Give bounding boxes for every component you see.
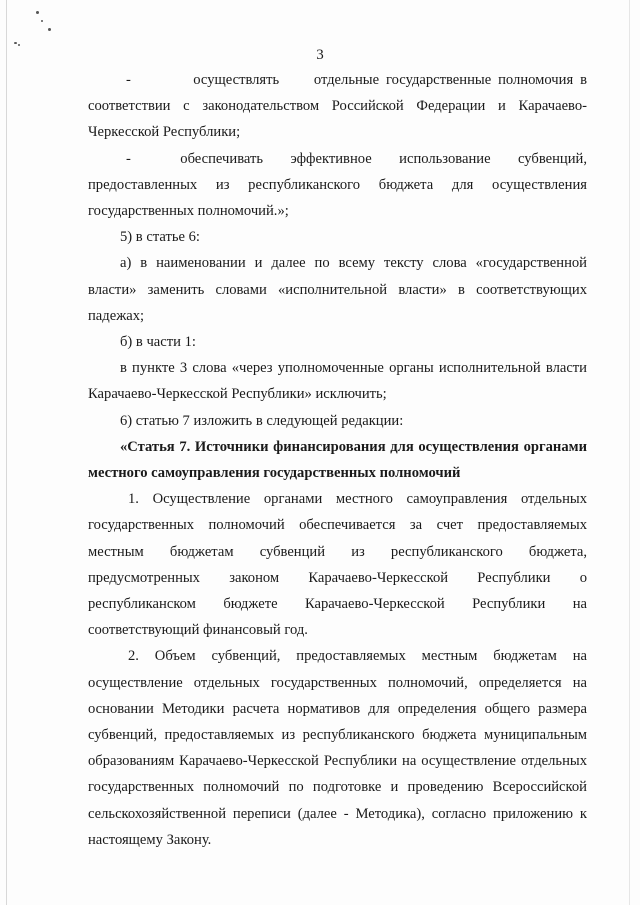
scan-speck (14, 42, 17, 44)
paragraph: 2. Объем субвенций, предоставляемых местным бюджетам на осуществление отдельных государственных полномочий, определяется на основании Методики расчета нормативов для определения общего размера субвенций, предоставляемых из республиканского бюджета муниципальным образованиям Карачаево-Черкесской Республики на осуществление отдельных государственных полномочий по подготовке и проведению Всероссийской сельскохозяйственной переписи (далее - Методика), согласно приложению к настоящему Закону. (88, 648, 587, 848)
scan-edge (6, 0, 7, 905)
paragraph: 1. Осуществление органами местного самоуправления отдельных государственных полномочий обеспечивается за счет предоставляемых местным бюджетам субвенций из республиканского бюджета, предусмотренных законом Карачаево-Черкесской Республики о республиканском бюджете Карачаево-Черкесской Республики на соответствующий финансовый год. (88, 491, 587, 639)
scan-speck (36, 11, 39, 14)
document-body (88, 67, 587, 853)
paragraph: в пункте 3 слова «через уполномоченные органы исполнительной власти Карачаево-Черкесской Республики» исключить; (88, 360, 587, 403)
scan-speck (48, 28, 51, 31)
scan-speck (18, 44, 20, 46)
paragraph: а) в наименовании и далее по всему тексту слова «государственной власти» заменить словами «исполнительной власти» в соответствующих падежах; (88, 255, 587, 324)
paragraph: - осуществлять отдельные государственные полномочия в соответствии с законодательством Российской Федерации и Карачаево-Черкесской Республики; (88, 72, 587, 141)
paragraph: б) в части 1: (120, 334, 196, 351)
scan-speck (41, 20, 43, 22)
paragraph: 5) в статье 6: (120, 229, 200, 246)
article-heading: «Статья 7. Источники финансирования для осуществления органами местного самоуправления государственных полномочий (88, 438, 587, 482)
page-number: 3 (316, 47, 324, 63)
paragraph: 6) статью 7 изложить в следующей редакции: (120, 412, 404, 429)
paragraph: - обеспечивать эффективное использование субвенций, предоставленных из республиканского бюджета для осуществления государственных полномочий.»; (88, 150, 587, 220)
scan-edge (629, 0, 630, 905)
